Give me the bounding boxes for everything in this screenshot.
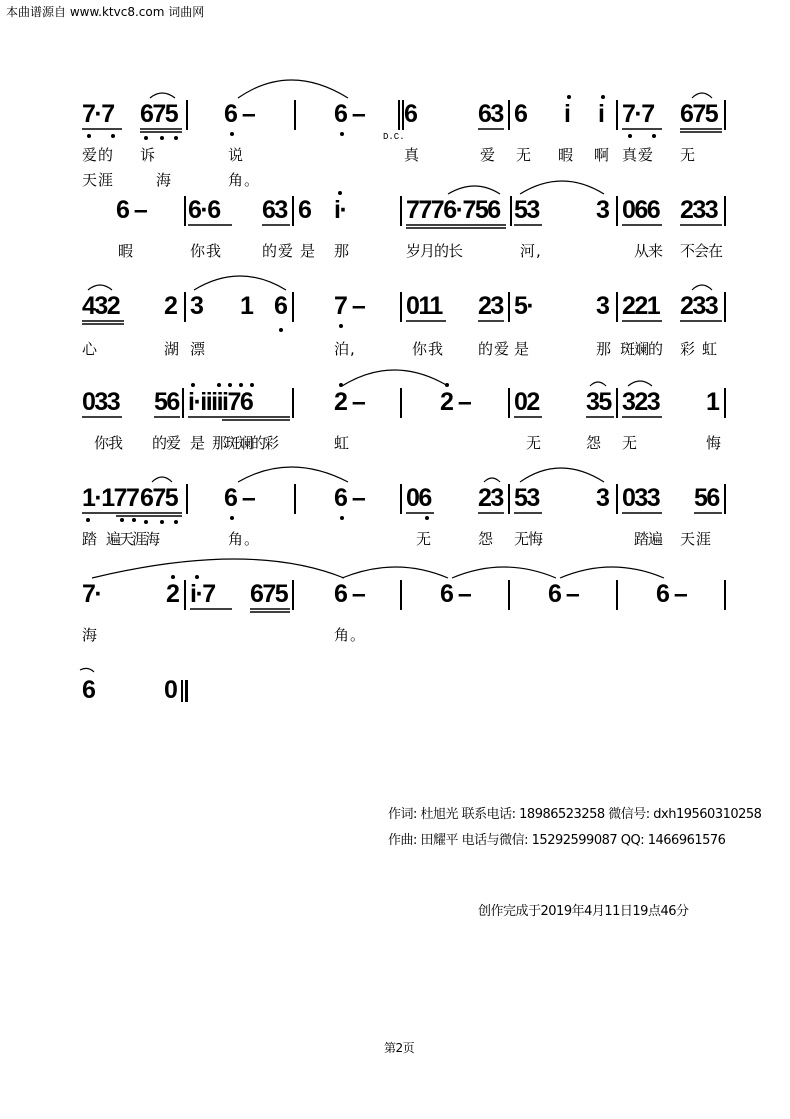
lyric: 无 — [516, 146, 533, 164]
octave-dot — [132, 518, 136, 522]
octave-dot — [160, 136, 164, 140]
lyric: 说 — [228, 146, 245, 164]
note: 6 – — [116, 196, 147, 224]
lyric: 踏遍 — [634, 530, 663, 548]
note: 63 — [262, 196, 287, 224]
note: 06 — [406, 484, 431, 512]
composer-credit: 作曲: 田耀平 电话与微信: 15292599087 QQ: 1466961576 — [388, 833, 726, 848]
octave-dot — [228, 383, 232, 387]
note: 35 — [586, 388, 611, 416]
slur — [342, 567, 448, 578]
octave-dot — [338, 191, 342, 195]
note: 2 – — [440, 388, 471, 416]
slur — [692, 285, 712, 290]
note: 2 — [164, 292, 177, 320]
note: 6 — [82, 676, 95, 704]
slur — [520, 181, 604, 194]
slur — [194, 276, 286, 290]
slur — [342, 370, 448, 386]
octave-dot — [144, 136, 148, 140]
note: 56 — [694, 484, 719, 512]
lyric: 无悔 — [514, 530, 543, 548]
lyric: 的爱 — [478, 340, 511, 358]
slur — [560, 567, 664, 578]
octave-dot — [230, 132, 234, 136]
dc-mark: D.C. — [383, 132, 405, 142]
note: 7776·756 — [406, 196, 500, 224]
note: 53 — [514, 196, 539, 224]
lyric: 天涯 — [82, 171, 115, 189]
note: i·iiiii76 — [188, 388, 253, 416]
note: 3 — [596, 196, 609, 224]
slur — [448, 186, 500, 194]
lyric: 角。 — [334, 626, 367, 644]
slur — [452, 567, 556, 578]
note: 1 — [706, 388, 719, 416]
lyric: 海 — [156, 171, 173, 189]
slur — [692, 93, 712, 98]
note: 221 — [622, 292, 660, 320]
lyric: 湖 — [164, 340, 181, 358]
page-number: 第2页 — [384, 1041, 415, 1055]
note: 675 — [250, 580, 288, 608]
lyric: 那 — [596, 340, 613, 358]
note: 7·7 — [82, 100, 114, 128]
octave-dot — [174, 520, 178, 524]
slur — [590, 382, 606, 386]
octave-dot — [445, 383, 449, 387]
slur — [484, 478, 500, 482]
lyric: 无 — [526, 434, 543, 452]
note: 6 – — [224, 484, 255, 512]
note: 6 – — [440, 580, 471, 608]
lyric: 啊 — [594, 146, 611, 164]
lyric: 怨 — [478, 530, 495, 548]
octave-dot — [120, 518, 124, 522]
note: 2 — [166, 580, 179, 608]
note: i — [598, 100, 604, 128]
lyric: 是 — [190, 434, 207, 452]
note: 2 – — [334, 388, 365, 416]
note: 6 – — [334, 100, 365, 128]
slur — [520, 468, 604, 482]
lyric: 斑斓的 — [620, 340, 663, 358]
lyric: 河, — [520, 242, 542, 260]
lyric: 真爱 — [622, 146, 655, 164]
octave-dot — [144, 520, 148, 524]
octave-dot — [425, 516, 429, 520]
lyric: 角。 — [228, 530, 261, 548]
lyric: 角。 — [228, 171, 261, 189]
lyric: 暇 — [558, 146, 575, 164]
note: 1 — [240, 292, 253, 320]
octave-dot — [339, 324, 343, 328]
note: 066 — [622, 196, 660, 224]
lyric: 漂 — [190, 340, 207, 358]
lyric: 海 — [82, 626, 99, 644]
note: 6·6 — [188, 196, 220, 224]
note: 53 — [514, 484, 539, 512]
lyric: 遍天涯海 — [106, 530, 159, 548]
note: 3 — [596, 292, 609, 320]
octave-dot — [340, 516, 344, 520]
note: 63 — [478, 100, 503, 128]
lyric: 踏 — [82, 530, 99, 548]
slur — [88, 285, 112, 290]
octave-dot — [628, 134, 632, 138]
lyricist-credit: 作词: 杜旭光 联系电话: 18986523258 微信号: dxh19560310258 — [388, 807, 762, 822]
lyric: 爱 — [480, 146, 497, 164]
note: 3 — [596, 484, 609, 512]
octave-dot — [87, 134, 91, 138]
note: 7· — [82, 580, 102, 608]
note: 6 — [404, 100, 417, 128]
octave-dot — [86, 518, 90, 522]
octave-dot — [230, 516, 234, 520]
lyric: 彩 — [680, 340, 697, 358]
note: 6 – — [334, 484, 365, 512]
lyric: 你我 — [94, 434, 123, 452]
note: 6 — [298, 196, 311, 224]
note: 6 – — [224, 100, 255, 128]
lyric: 是 — [300, 242, 317, 260]
note: 323 — [622, 388, 660, 416]
lyric: 心 — [82, 340, 99, 358]
note: 675 — [680, 100, 718, 128]
lyric: 诉 — [140, 146, 157, 164]
note: 233 — [680, 196, 718, 224]
note: i — [564, 100, 570, 128]
note: 23 — [478, 292, 503, 320]
completion-date: 创作完成于2019年4月11日19点46分 — [478, 904, 689, 919]
octave-dot — [340, 132, 344, 136]
lyric: 悔 — [706, 434, 723, 452]
lyric: 暇 — [118, 242, 135, 260]
octave-dot — [239, 383, 243, 387]
note: 6 – — [334, 580, 365, 608]
note: 7 – — [334, 292, 365, 320]
slur — [238, 467, 348, 482]
slur — [628, 381, 652, 386]
lyric: 虹 — [334, 434, 351, 452]
lyric: 的爱 — [152, 434, 181, 452]
note: 23 — [478, 484, 503, 512]
octave-dot — [567, 95, 571, 99]
octave-dot — [174, 136, 178, 140]
lyric: 怨 — [586, 434, 603, 452]
note: 033 — [82, 388, 120, 416]
lyric: 的爱 — [262, 242, 295, 260]
lyric: 是 — [514, 340, 531, 358]
lyric: 泊, — [334, 340, 356, 358]
octave-dot — [279, 328, 283, 332]
octave-dot — [195, 575, 199, 579]
octave-dot — [217, 383, 221, 387]
octave-dot — [191, 383, 195, 387]
lyric: 无 — [680, 146, 697, 164]
note: 011 — [406, 292, 442, 320]
lyric: 无 — [416, 530, 433, 548]
slur — [152, 477, 172, 482]
note: 0 — [164, 676, 177, 704]
lyric: 天涯 — [680, 530, 713, 548]
note: 6 – — [548, 580, 579, 608]
lyric: 无 — [622, 434, 639, 452]
lyric: 爱的 — [82, 146, 115, 164]
note: 7·7 — [622, 100, 654, 128]
slur — [80, 668, 94, 672]
lyric: 不会在 — [680, 242, 723, 260]
note: 56 — [154, 388, 179, 416]
lyric: 岁月的长 — [406, 242, 463, 260]
note: 233 — [680, 292, 718, 320]
slur — [238, 80, 348, 98]
octave-dot — [652, 134, 656, 138]
slur — [92, 559, 344, 578]
octave-dot — [601, 95, 605, 99]
note: 432 — [82, 292, 120, 320]
lyric: 真 — [404, 146, 421, 164]
slur — [150, 93, 175, 98]
note: 5· — [514, 292, 534, 320]
note: 3 — [190, 292, 203, 320]
octave-dot — [171, 575, 175, 579]
note: 6 — [274, 292, 287, 320]
octave-dot — [111, 134, 115, 138]
note: 675 — [140, 100, 178, 128]
note: 675 — [140, 484, 178, 512]
note: 6 — [514, 100, 527, 128]
source-header: 本曲谱源自 www.ktvc8.com 词曲网 — [6, 5, 205, 19]
lyric: 从来 — [634, 242, 663, 260]
lyric: 你我 — [190, 242, 223, 260]
lyric: 那 — [334, 242, 351, 260]
lyric: 那斑斓的彩 — [212, 434, 278, 452]
lyric: 你我 — [412, 340, 445, 358]
note: 1·177 — [82, 484, 139, 512]
note: 02 — [514, 388, 539, 416]
octave-dot — [160, 520, 164, 524]
octave-dot — [250, 383, 254, 387]
octave-dot — [339, 383, 343, 387]
note: 6 – — [656, 580, 687, 608]
note: i· — [334, 196, 347, 224]
note: i·7 — [190, 580, 215, 608]
lyric: 虹 — [702, 340, 719, 358]
note: 033 — [622, 484, 660, 512]
